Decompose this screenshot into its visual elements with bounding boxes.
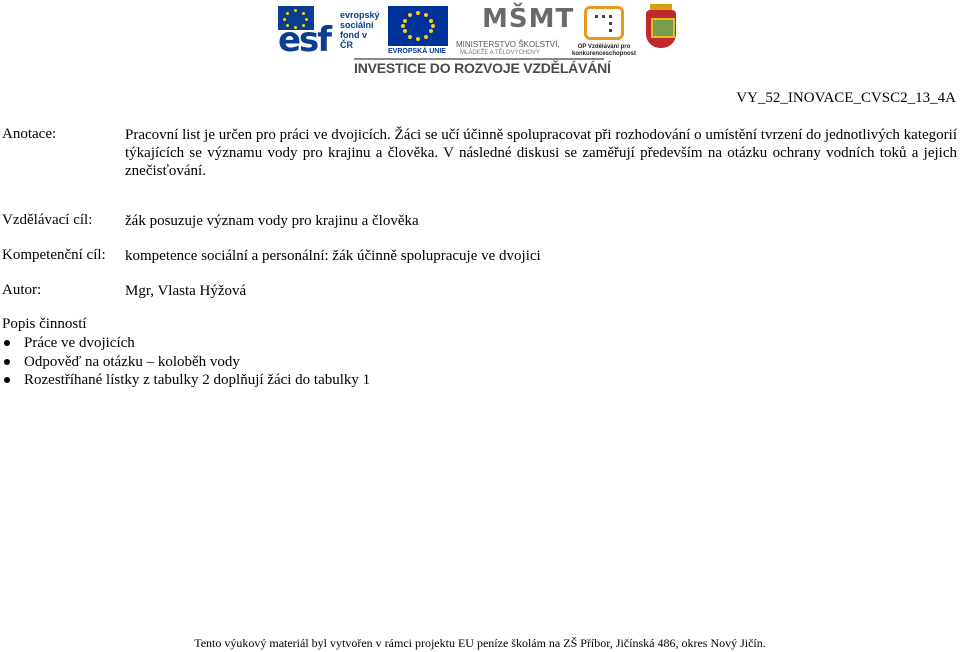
list-item-text: Rozestříhané lístky z tabulky 2 doplňují žáci do tabulky 1	[24, 372, 371, 388]
school-crest-icon	[642, 4, 680, 54]
kompetencni-value: kompetence sociální a personální: žák účinně spolupracuje ve dvojici	[125, 248, 541, 264]
kompetencni-label: Kompetenční cíl:	[2, 247, 106, 263]
activity-list	[2, 334, 370, 390]
activity-title: Popis činností	[2, 316, 87, 332]
list-item	[2, 371, 370, 390]
tagline: INVESTICE DO ROZVOJE VZDĚLÁVÁNÍ	[354, 60, 611, 76]
document-code: VY_52_INOVACE_CVSC2_13_4A	[736, 90, 956, 106]
anotace-label: Anotace:	[2, 126, 57, 142]
list-item	[2, 334, 370, 353]
vzdelavaci-value: žák posuzuje význam vody pro krajinu a člověka	[125, 213, 419, 229]
list-item	[2, 353, 370, 372]
msmt-mark: MŠMT	[482, 4, 575, 34]
logo-banner	[278, 4, 682, 76]
msmt-logo	[456, 4, 575, 60]
op-logo	[570, 4, 638, 60]
msmt-line2: MLÁDEŽE A TĚLOVÝCHOVY	[460, 50, 540, 56]
vzdelavaci-label: Vzdělávací cíl:	[2, 212, 93, 228]
esf-letters: esf	[278, 20, 331, 60]
footer-note: Tento výukový materiál byl vytvořen v rámci projektu EU peníze školám na ZŠ Příbor, Jičínská 486, okres Nový Jičín.	[194, 636, 766, 650]
msmt-line1: MINISTERSTVO ŠKOLSTVÍ,	[456, 40, 560, 49]
bullet-icon	[4, 359, 10, 365]
anotace-value: Pracovní list je určen pro práci ve dvojicích. Žáci se učí účinně spolupracovat při rozhodování o umístění tvrzení do jednotlivých kategorií týkajících se významu vody pro krajinu a člověka. V následné diskusi se zaměřují především na otázku ochrany vodních toků a jejich znečisťování.	[125, 127, 957, 179]
bullet-icon	[4, 377, 10, 383]
op-mark-icon	[584, 6, 624, 40]
list-item-text: Práce ve dvojicích	[24, 335, 135, 351]
autor-label: Autor:	[2, 282, 42, 298]
list-item-text: Odpověď na otázku – koloběh vody	[24, 353, 240, 370]
esf-text: evropský sociální fond v ČR	[340, 10, 380, 50]
autor-value: Mgr, Vlasta Hýžová	[125, 283, 247, 299]
eu-flag-icon	[388, 6, 448, 46]
op-text: OP Vzdělávání pro konkurenceschopnost	[571, 44, 636, 57]
bullet-icon	[4, 340, 10, 346]
eu-text: EVROPSKÁ UNIE	[388, 48, 446, 55]
crest-inner	[651, 18, 675, 38]
esf-logo	[278, 6, 382, 58]
